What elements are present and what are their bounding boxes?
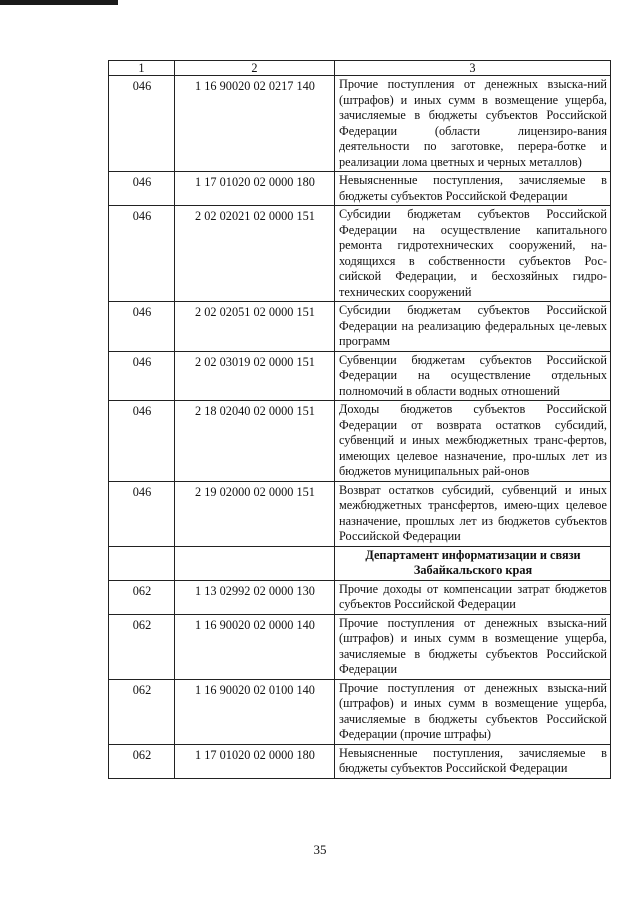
revenue-description-cell: Прочие доходы от компенсации затрат бюджетов субъектов Российской Федерации	[335, 580, 611, 614]
table-row	[109, 206, 611, 302]
budget-classification-code-cell: 1 17 01020 02 0000 180	[175, 172, 335, 206]
scan-edge-mark	[0, 0, 118, 5]
admin-code-cell: 046	[109, 302, 175, 352]
revenue-description-cell: Субсидии бюджетам субъектов Российской Федерации на реализацию федеральных це-левых программ	[335, 302, 611, 352]
table-row	[109, 744, 611, 778]
table-row	[109, 481, 611, 546]
admin-code-cell: 062	[109, 744, 175, 778]
budget-classification-code-cell: 1 16 90020 02 0100 140	[175, 679, 335, 744]
table-row	[109, 302, 611, 352]
revenue-description-cell: Прочие поступления от денежных взыска-ний (штрафов) и иных сумм в возмещение ущерба, зачисляемые в бюджеты субъектов Российской Федерации	[335, 614, 611, 679]
revenue-description-cell: Невыясненные поступления, зачисляемые в бюджеты субъектов Российской Федерации	[335, 172, 611, 206]
admin-code-cell: 046	[109, 76, 175, 172]
table-row	[109, 679, 611, 744]
budget-classification-code-cell: 1 16 90020 02 0217 140	[175, 76, 335, 172]
budget-classification-code-cell: 1 17 01020 02 0000 180	[175, 744, 335, 778]
budget-classification-code-cell: 1 16 90020 02 0000 140	[175, 614, 335, 679]
table-header-row	[109, 61, 611, 76]
revenue-description-cell: Возврат остатков субсидий, субвенций и иных межбюджетных трансфертов, имею-щих целевое назначение, прошлых лет из бюджетов субъектов Российской Федерации	[335, 481, 611, 546]
revenue-description-cell: Субсидии бюджетам субъектов Российской Федерации на осуществление капитального ремонта гидротехнических сооружений, на-ходящихся в собственности субъектов Рос-сийской Федерации, и бесхозяйных гидро-технических сооружений	[335, 206, 611, 302]
admin-code-cell: 062	[109, 580, 175, 614]
admin-code-cell: 046	[109, 206, 175, 302]
department-row	[109, 546, 611, 580]
budget-classification-code-cell: 2 02 02051 02 0000 151	[175, 302, 335, 352]
budget-classification-code-cell: 2 18 02040 02 0000 151	[175, 401, 335, 482]
table-row	[109, 76, 611, 172]
table-row	[109, 580, 611, 614]
header-col-1: 1	[109, 61, 175, 76]
admin-code-cell: 046	[109, 401, 175, 482]
table-row	[109, 401, 611, 482]
table-row	[109, 172, 611, 206]
revenue-codes-table	[108, 60, 611, 779]
header-col-3: 3	[335, 61, 611, 76]
admin-code-cell: 046	[109, 351, 175, 401]
admin-code-cell: 062	[109, 679, 175, 744]
budget-classification-code-cell: 1 13 02992 02 0000 130	[175, 580, 335, 614]
admin-code-cell	[109, 546, 175, 580]
revenue-description-cell: Прочие поступления от денежных взыска-ний (штрафов) и иных сумм в возмещение ущерба, зачисляемые в бюджеты субъектов Российской Федерации (области лицензиро-вания деятельности по заготовке, перера-ботке и реализации лома цветных и черных металлов)	[335, 76, 611, 172]
admin-code-cell: 046	[109, 172, 175, 206]
budget-classification-code-cell: 2 02 03019 02 0000 151	[175, 351, 335, 401]
admin-code-cell: 046	[109, 481, 175, 546]
revenue-description-cell: Субвенции бюджетам субъектов Российской Федерации на осуществление отдельных полномочий в области водных отношений	[335, 351, 611, 401]
admin-code-cell: 062	[109, 614, 175, 679]
table-row	[109, 351, 611, 401]
budget-classification-code-cell	[175, 546, 335, 580]
department-name-cell: Департамент информатизации и связи Забайкальского края	[335, 546, 611, 580]
table-body	[109, 76, 611, 779]
header-col-2: 2	[175, 61, 335, 76]
table-row	[109, 614, 611, 679]
page-number: 35	[313, 842, 327, 857]
revenue-description-cell: Прочие поступления от денежных взыска-ний (штрафов) и иных сумм в возмещение ущерба, зачисляемые в бюджеты субъектов Российской Федерации (прочие штрафы)	[335, 679, 611, 744]
budget-classification-code-cell: 2 02 02021 02 0000 151	[175, 206, 335, 302]
revenue-description-cell: Доходы бюджетов субъектов Российской Федерации от возврата остатков субсидий, субвенций и иных межбюджетных транс-фертов, имеющих целевое назначение, про-шлых лет из бюджетов муниципальных рай-онов	[335, 401, 611, 482]
budget-classification-code-cell: 2 19 02000 02 0000 151	[175, 481, 335, 546]
revenue-description-cell: Невыясненные поступления, зачисляемые в бюджеты субъектов Российской Федерации	[335, 744, 611, 778]
